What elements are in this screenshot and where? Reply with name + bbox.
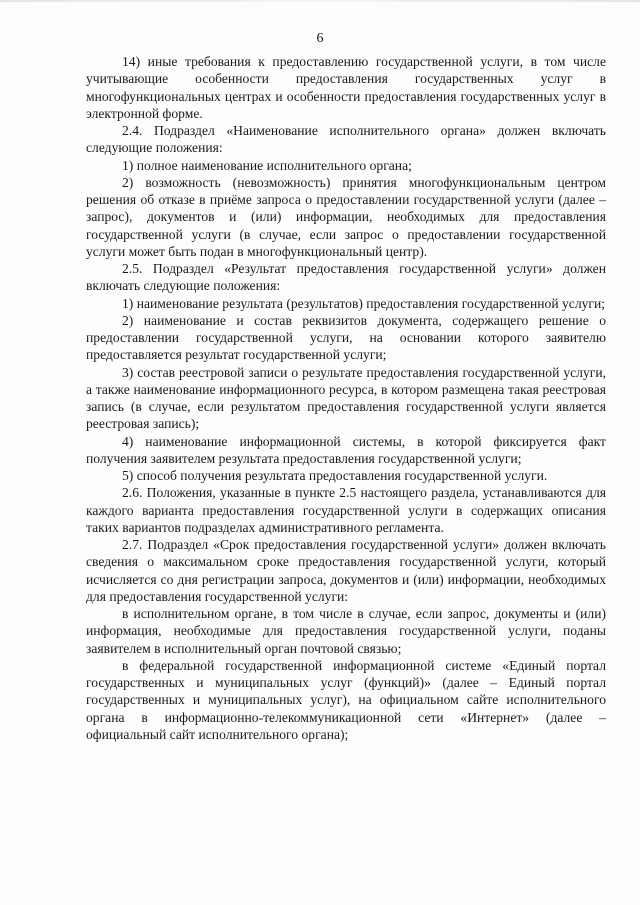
paragraph-2-5-heading: 2.5. Подраздел «Результат предоставления государственной услуги» должен включать следующие положения: (86, 261, 606, 294)
paragraph-2-5-item-4: 4) наименование информационной системы, в которой фиксируется факт получения заявителем результата предоставления государственной услуги; (86, 433, 606, 466)
paragraph-2-6: 2.6. Положения, указанные в пункте 2.5 настоящего раздела, устанавливаются для каждого варианта предоставления государственной услуги в содержащих описания таких вариантов подразделах административного регламента. (86, 485, 606, 535)
page-number: 6 (316, 31, 324, 46)
paragraph-2-5-item-2: 2) наименование и состав реквизитов документа, содержащего решение о предоставлении государственной услуги, на основании которого заявителю предоставляется результат государственной услуги; (86, 312, 606, 363)
paragraph-2-4-item-1: 1) полное наименование исполнительного органа; (122, 157, 412, 173)
paragraph-2-4-item-2: 2) возможность (невозможность) принятия многофункциональным центром решения об отказе в приёме запроса о предоставлении государственной услуги (далее – запрос), документов и (или) информации, необходимых для предоставления государственной услуги (в случае, если запрос о предоставлении государственной услуги может быть подан в многофункциональный центр). (86, 174, 606, 259)
paragraph-2-5-item-5: 5) способ получения результата предоставления государственной услуги. (122, 468, 548, 483)
paragraph-2-5-item-1: 1) наименование результата (результатов) предоставления государственной услуги; (122, 295, 606, 311)
paragraph-2-7-item-executive-body: в исполнительном органе, в том числе в случае, если запрос, документы и (или) информация, необходимые для предоставления государственной услуги, поданы заявителем в исполнительный орган почтовой связью; (86, 606, 606, 656)
paragraph-2-4-heading: 2.4. Подраздел «Наименование исполнительного органа» должен включать следующие положения: (86, 123, 606, 156)
scan-edge (0, 0, 640, 2)
document-body (86, 53, 606, 743)
paragraph-14-other-requirements: 14) иные требования к предоставлению государственной услуги, в том числе учитывающие особенности предоставления государственных услуг в многофункциональных центрах и особенности предоставления государственных услуг в электронной форме. (86, 54, 606, 121)
paragraph-2-5-item-3: 3) состав реестровой записи о результате предоставления государственной услуги, а также наименование информационного ресурса, в котором размещена такая реестровая запись (в случае, если результатом предоставления государственной услуги является реестровая запись); (86, 364, 606, 432)
paragraph-2-7-item-unified-portal: в федеральной государственной информационной системе «Единый портал государственных и муниципальных услуг (функций)» (далее – Единый портал государственных и муниципальных услуг), на официальном сайте исполнительного органа в информационно-телекоммуникационной сети «Интернет» (далее – официальный сайт исполнительного органа); (86, 657, 606, 742)
paragraph-2-7-heading: 2.7. Подраздел «Срок предоставления государственной услуги» должен включать сведения о максимальном сроке предоставления государственной услуги, который исчисляется со дня регистрации запроса, документов и (или) информации, необходимых для предоставления государственной услуги: (86, 537, 606, 604)
